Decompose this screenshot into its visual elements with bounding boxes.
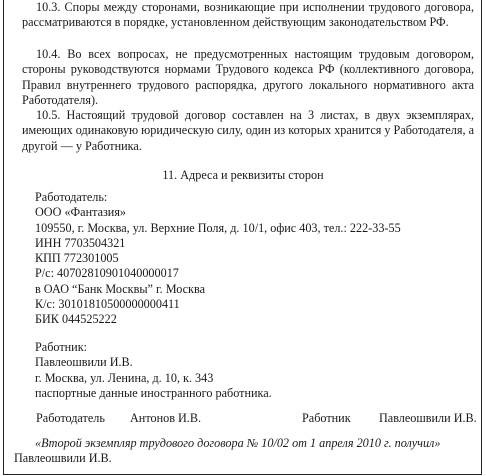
signature-employee-label: Работник (302, 411, 351, 425)
employer-inn: ИНН 7703504321 (35, 235, 126, 250)
signature-row (36, 411, 477, 427)
employee-details (35, 340, 476, 401)
employer-address: 109550, г. Москва, ул. Верхние Поля, д. 10/1, офис 403, тел.: 222-33-55 (35, 220, 401, 235)
employer-name: ООО «Фантазия» (35, 205, 127, 220)
signature-employer-label: Работодатель (36, 411, 105, 425)
paragraph-10-5: 10.5. Настоящий трудовой договор составлен на 3 листах, в двух экземплярах, имеющих одинаковую юридическую силу, один из которых хранится у Работодателя, а другой — у Работника. (22, 108, 474, 153)
signature-employee-name: Павлеошвили И.В. (379, 411, 477, 425)
employer-label: Работодатель: (35, 190, 108, 204)
paragraph-10-3: 10.3. Споры между сторонами, возникающие при исполнении трудового договора, рассматриваются в порядке, установленном действующим законодательством РФ. (22, 0, 474, 30)
section-heading: 11. Адреса и реквизиты сторон (162, 168, 324, 182)
receipt-name: Павлеошвили И.В. (14, 451, 112, 465)
employer-bik: БИК 044525222 (35, 312, 117, 327)
employer-kpp: КПП 772301005 (35, 251, 119, 266)
employer-bank: в ОАО “Банк Москвы” г. Москва (35, 281, 205, 296)
employee-address: г. Москва, ул. Ленина, д. 10, к. 343 (35, 370, 214, 385)
receipt-note: «Второй экземпляр трудового договора № 10/02 от 1 апреля 2010 г. получил» (35, 436, 441, 450)
employer-corr-account: К/с: 30101810500000000411 (35, 297, 180, 312)
employee-name: Павлеошвили И.В. (35, 355, 133, 370)
employee-passport: паспортные данные иностранного работника. (35, 385, 272, 400)
paragraph-10-4: 10.4. Во всех вопросах, не предусмотренных настоящим трудовым договором, стороны руководствуются нормами Трудового кодекса РФ (коллективного договора, Правил внутреннего трудового распорядка, другого локального нормативного акта Работодателя). (22, 47, 474, 107)
employer-details (35, 190, 476, 328)
signature-employer-name: Антонов И.В. (130, 411, 202, 425)
employee-label: Работник: (35, 340, 87, 354)
employer-account: Р/с: 40702810901040000017 (35, 266, 179, 281)
